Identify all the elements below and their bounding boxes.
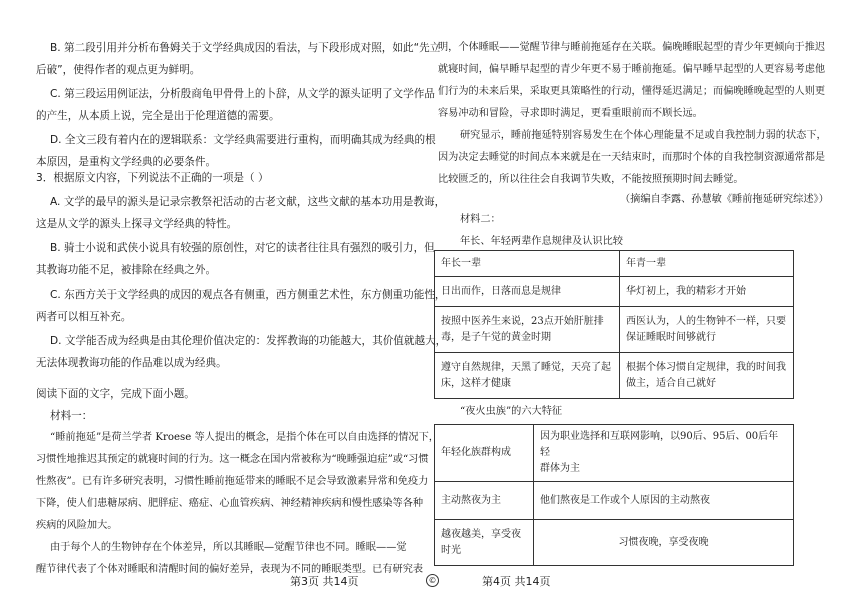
material1-line: 性熬夜”。已有许多研究表明，习惯性睡前拖延带来的睡眠不足会导致激素异常和免疫力	[36, 476, 429, 487]
table-cell: 主动熬夜为主	[435, 482, 534, 520]
q3-option-b-line1: B. 骑士小说和武侠小说具有较强的原创性，对它的读者往往具有强烈的吸引力，但	[50, 242, 435, 254]
table-cell: 因为职业选择和互联网影响，以90后、95后、00后年轻 群体为主	[534, 425, 794, 482]
material1-line: “睡前拖延”是荷兰学者 Kroese 等人提出的概念，是指个体在可以自由选择的情况下，	[50, 432, 439, 443]
table-cell: 年轻化族群构成	[435, 425, 534, 482]
table-cell: 越夜越美，享受夜 时光	[435, 520, 534, 566]
material1-cont-line: 就寝时间，偏早睡早起型的青少年更不易于睡前拖延。偏早睡早起型的人更容易考虑他	[438, 64, 826, 75]
table-row	[435, 482, 794, 520]
copyright-icon: ©	[426, 574, 439, 587]
q3-option-a-line1: A. 文学的最早的源头是记录宗教祭祀活动的古老文献，这些文献的基本功用是教诲，	[50, 196, 446, 208]
material1-line: 醒节律代表了个体对睡眠和清醒时间的偏好差异，表现为不同的睡眠类型。已有研究表	[36, 564, 424, 575]
material1-cont-line: 因为决定去睡觉的时间点本来就是在一天结束时，而那时个体的自我控制资源通常都是	[438, 152, 826, 163]
table-cell: 西医认为，人的生物钟不一样，只要 保证睡眠时间够就行	[620, 307, 794, 353]
table-generation-comparison	[434, 250, 794, 399]
table-header-cell: 年长一辈	[435, 251, 620, 277]
material1-line: 由于每个人的生物钟存在个体差异，所以其睡眠—觉醒节律也不同。睡眠——觉	[50, 542, 407, 553]
q2-option-b-line2: 后破”，使得作者的观点更为鲜明。	[36, 64, 201, 76]
q2-option-d-line1: D. 全文三段有着内在的逻辑联系：文学经典需要进行重构，而明确其成为经典的根	[50, 134, 436, 146]
q2-option-c-line1: C. 第三段运用例证法，分析殷商龟甲骨骨上的卜辞，从文学的源头证明了文学作品	[50, 88, 435, 100]
table-cell: 按照中医养生来说，23点开始肝脏排 毒，是子午觉的黄金时期	[435, 307, 620, 353]
table-cell: 华灯初上，我的精彩才开始	[620, 277, 794, 307]
material2-title: 材料二：	[460, 214, 501, 225]
table-night-owl-traits	[434, 424, 794, 566]
table-header-row	[435, 251, 794, 277]
table-cell: 遵守自然规律，天黑了睡觉，天亮了起 床，这样才健康	[435, 353, 620, 399]
q2-option-b-line1: B. 第二段引用并分析布鲁姆关于文学经典成因的看法，与下段形成对照，如此“先立	[50, 42, 441, 54]
q3-option-d-line1: D. 文学能否成为经典是由其伦理价值决定的：发挥教诲的功能越大，其价值就越大，	[50, 335, 447, 347]
material1-cont-line: 们行为的未来后果，采取更具策略性的行动，懂得延迟满足；而偏晚睡晚起型的人则更	[438, 86, 826, 97]
reading-prompt: 阅读下面的文字，完成下面小题。	[36, 388, 195, 400]
q2-option-c-line2: 的产生，从本质上说，完全是出于伦理道德的需要。	[36, 110, 280, 122]
q3-option-d-line2: 无法体现教诲功能的作品难以成为经典。	[36, 357, 227, 369]
material1-cont-line: 明，个体睡眠——觉醒节律与睡前拖延存在关联。偏晚睡眠起型的青少年更倾向于推迟	[438, 42, 826, 53]
q3-stem: 3．根据原文内容，下列说法不正确的一项是（ ）	[36, 172, 269, 184]
right-page	[430, 0, 860, 607]
material1-line: 疾病的风险加大。	[36, 520, 118, 531]
q3-option-c-line1: C. 东西方关于文学经典的成因的观点各有侧重，西方侧重艺术性，东方侧重功能性，	[50, 289, 446, 301]
material1-cont-line: 容易冲动和冒险，寻求即时满足，更看重眼前而不顾长远。	[438, 108, 703, 119]
table-cell: 根据个体习惯自定规律，我的时间我 做主，适合自己就好	[620, 353, 794, 399]
table-cell: 习惯夜晚，享受夜晚	[534, 520, 794, 566]
source-citation: （摘编自李露、孙慧敏《睡前拖延研究综述》）	[620, 194, 829, 205]
table-cell: 日出而作，日落而息是规律	[435, 277, 620, 307]
q3-option-b-line2: 其教诲功能不足，被排除在经典之外。	[36, 264, 217, 276]
table-row	[435, 353, 794, 399]
q3-option-c-line2: 两者可以相互补充。	[36, 311, 132, 323]
table-row	[435, 425, 794, 482]
page-number-right: 第4页 共14页	[482, 575, 551, 588]
table-row	[435, 307, 794, 353]
material1-cont-line: 比较匮乏的，所以往往会自我调节失败，不能按照预期时间去睡觉。	[438, 174, 744, 185]
page-number-left: 第3页 共14页	[290, 575, 359, 588]
table-row	[435, 277, 794, 307]
table-row	[435, 520, 794, 566]
material1-title: 材料一：	[50, 410, 93, 422]
material1-cont-line: 研究显示，睡前拖延特别容易发生在个体心理能量不足或自我控制力弱的状态下，	[460, 130, 827, 141]
table2-title: “夜火虫族”的六大特征	[460, 406, 563, 417]
q3-option-a-line2: 这是从文学的源头上探寻文学经典的特性。	[36, 218, 238, 230]
q2-option-d-line2: 本原因，是重构文学经典的必要条件。	[36, 156, 217, 168]
material1-line: 下降，使人们患糖尿病、肥胖症、癌症、心血管疾病、神经精神疾病和慢性感染等各种	[36, 498, 424, 509]
table1-title: 年长、年轻两辈作息规律及认识比较	[460, 236, 623, 247]
table-header-cell: 年青一辈	[620, 251, 794, 277]
table-cell: 他们熬夜是工作或个人原因的主动熬夜	[534, 482, 794, 520]
material1-line: 习惯性地推迟其预定的就寝时间的行为。这一概念在国内常被称为“晚睡强迫症”或“习惯	[36, 454, 429, 465]
